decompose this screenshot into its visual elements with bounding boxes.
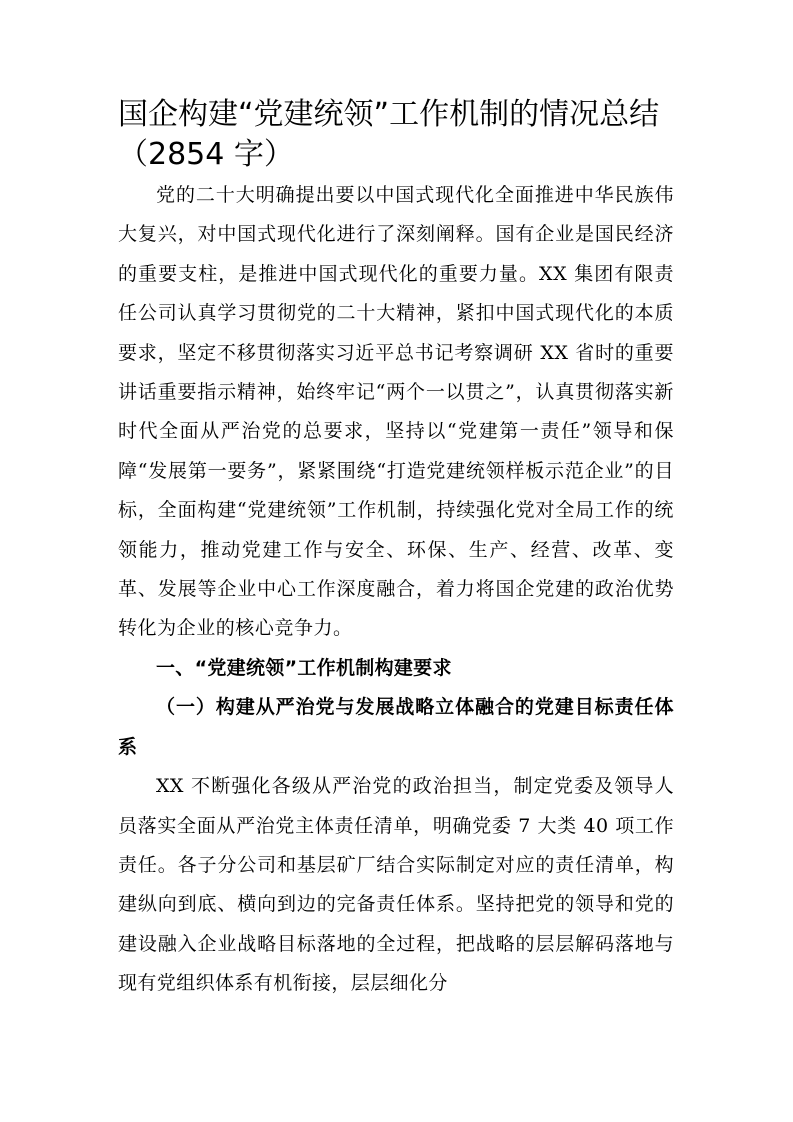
title-line-1: 国企构建“党建统领”工作机制的情况总结: [118, 97, 660, 132]
intro-paragraph: 党的二十大明确提出要以中国式现代化全面推进中华民族伟大复兴，对中国式现代化进行了深刻阐释。国有企业是国民经济的重要支柱，是推进中国式现代化的重要力量。XX 集团有限责任公司认真学习贯彻党的二十大精神，紧扣中国式现代化的本质要求，坚定不移贯彻落实习近平总书记考察调研 XX 省时的重要讲话重要指示精神，始终牢记“两个一以贯之”，认真贯彻落实新时代全面从严治党的总要求，坚持以“党建第一责任”领导和保障“发展第一要务”，紧紧围绕“打造党建统领样板示范企业”的目标，全面构建“党建统领”工作机制，持续强化党对全局工作的统领能力，推动党建工作与安全、环保、生产、经营、改革、变革、发展等企业中心工作深度融合，着力将国企党建的政治优势转化为企业的核心竞争力。: [118, 184, 674, 640]
document-title: [118, 95, 678, 175]
document-body: [118, 176, 674, 1004]
subsection-heading-1: （一）构建从严治党与发展战略立体融合的党建目标责任体系: [118, 696, 674, 758]
section-heading-1: 一、“党建统领”工作机制构建要求: [156, 656, 452, 679]
body-paragraph-2: XX 不断强化各级从严治党的政治担当，制定党委及领导人员落实全面从严治党主体责任清单，明确党委 7 大类 40 项工作责任。各子分公司和基层矿厂结合实际制定对应的责任清单，构建纵向到底、横向到边的完备责任体系。坚持把党的领导和党的建设融入企业战略目标落地的全过程，把战略的层层解码落地与现有党组织体系有机衔接，层层细化分: [118, 775, 674, 995]
title-line-2: （2854 字）: [118, 137, 294, 172]
